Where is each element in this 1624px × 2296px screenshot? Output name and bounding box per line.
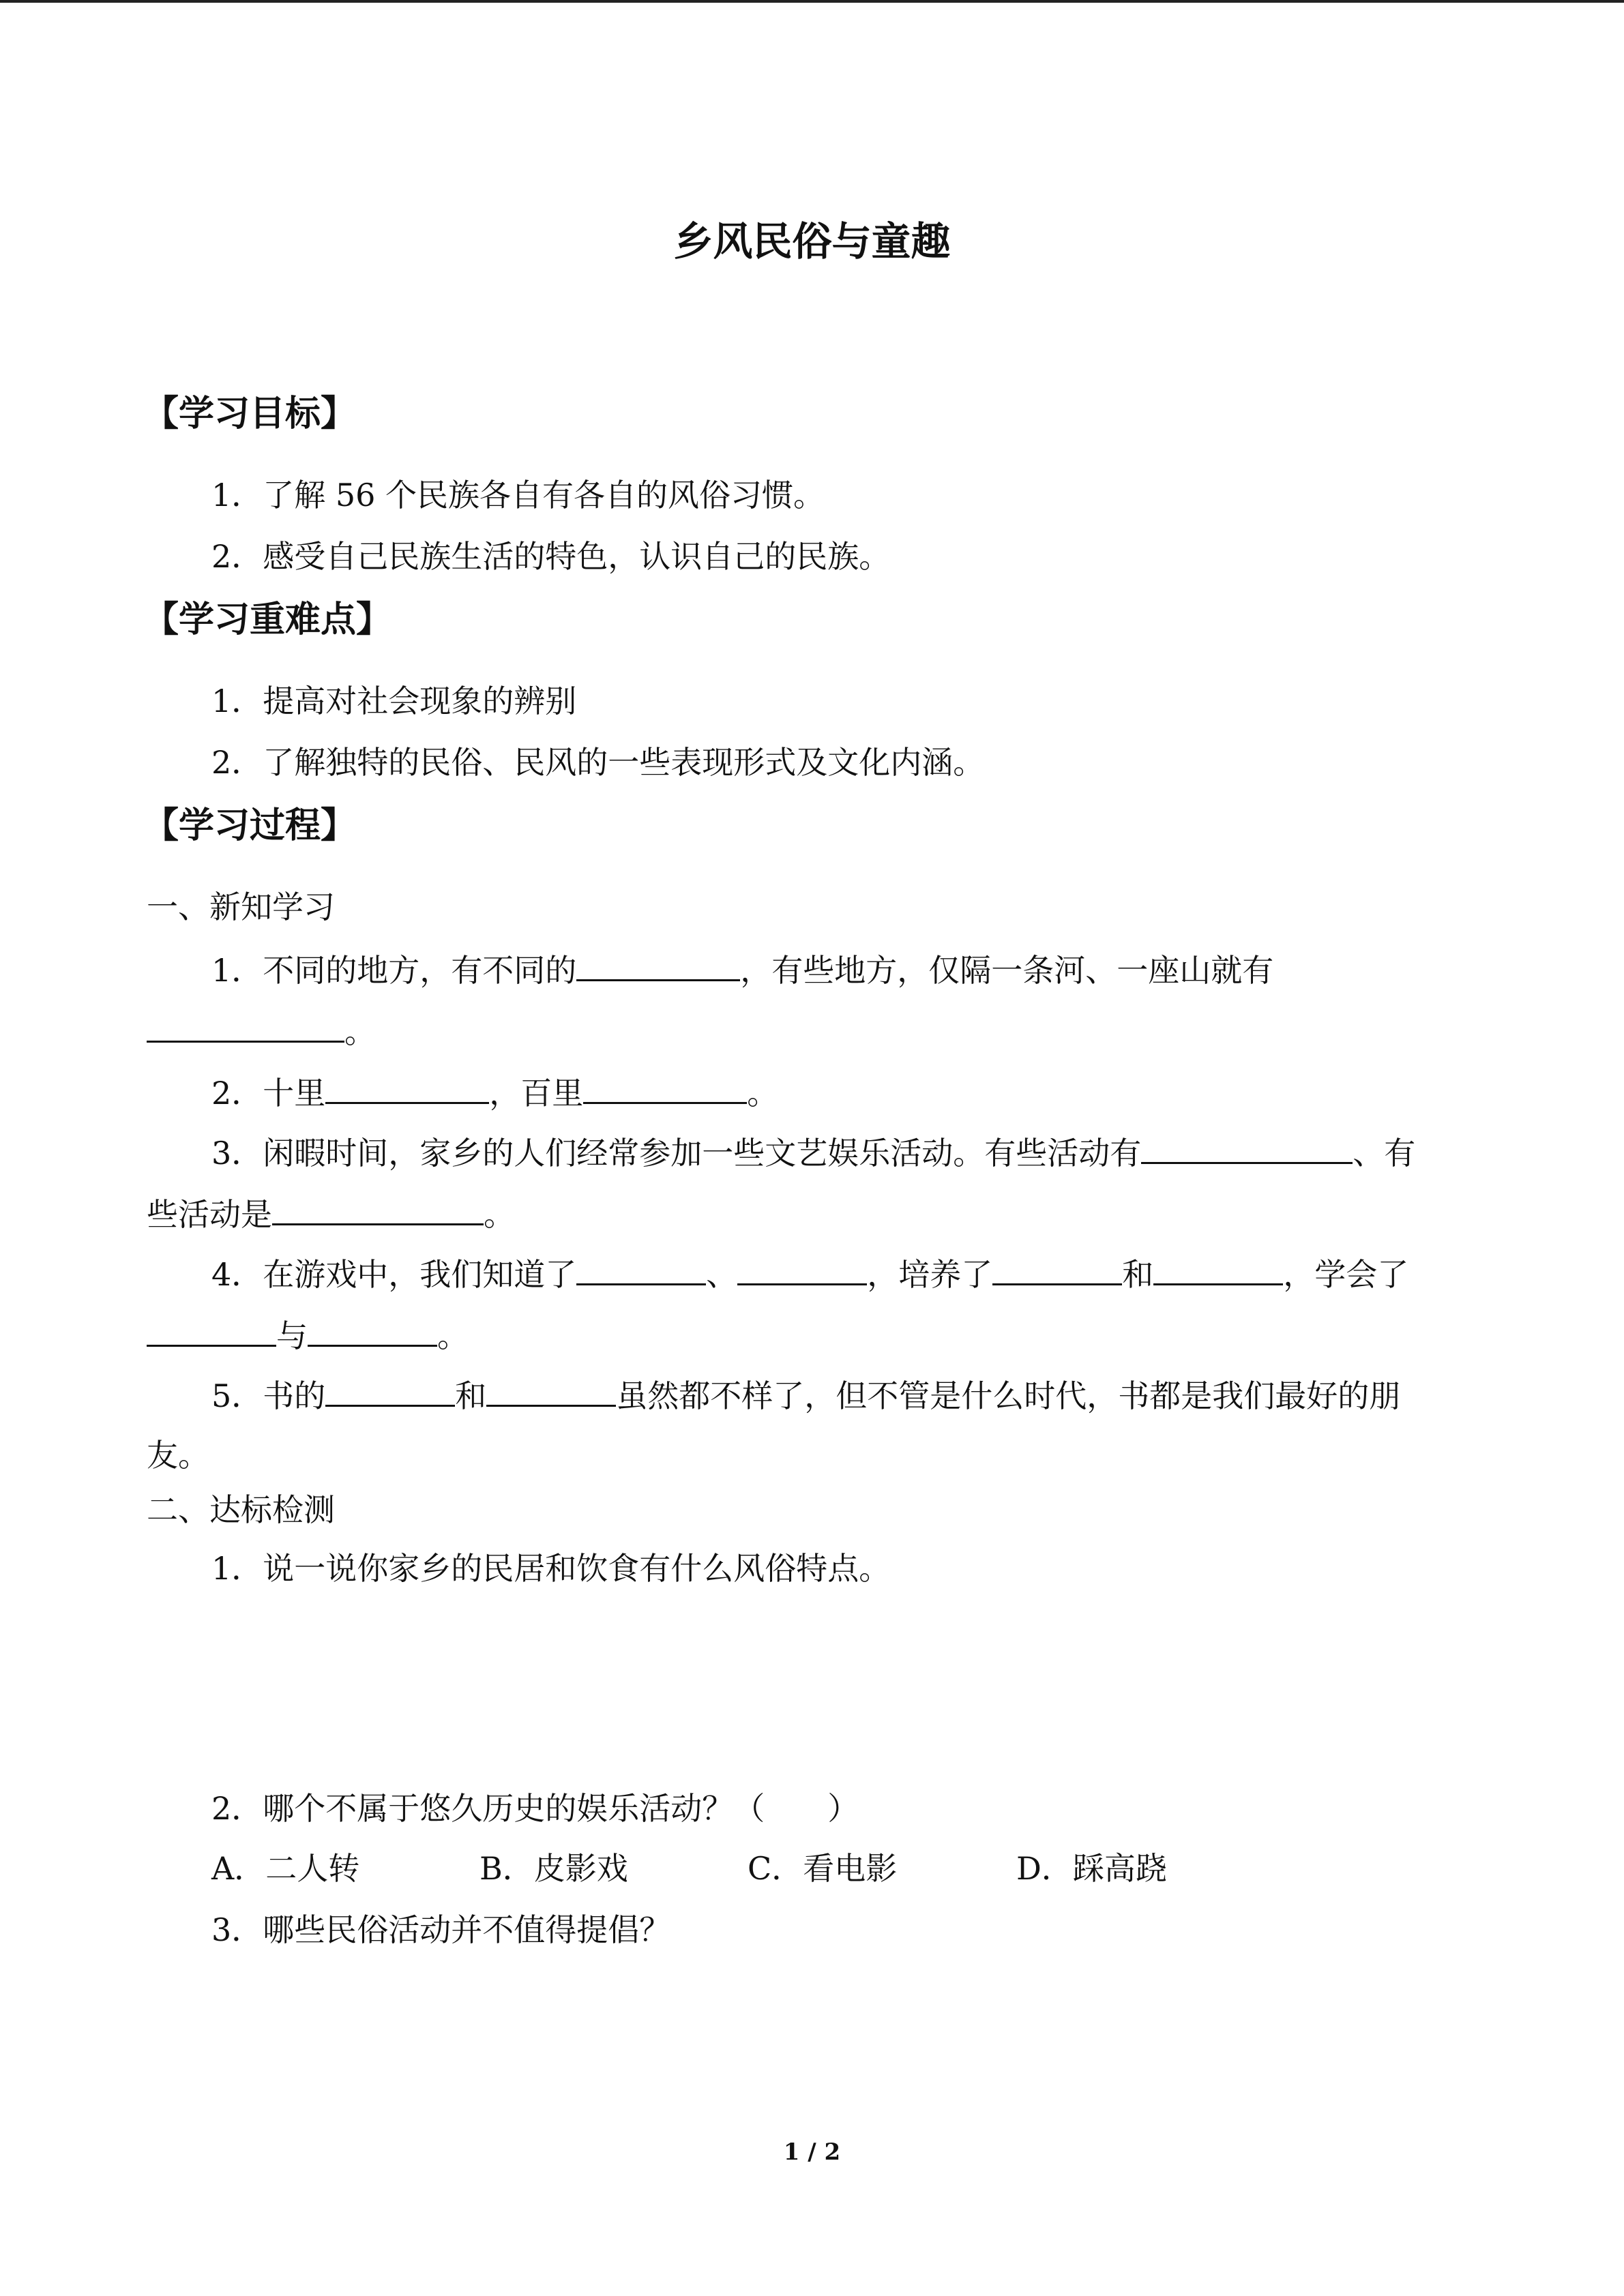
answer-blank[interactable]: [737, 1252, 867, 1285]
question-text: 4．在游戏中，我们知道了: [211, 1256, 577, 1293]
question-text: 3．闲暇时间，家乡的人们经常参加一些文艺娱乐活动。有些活动有: [211, 1135, 1142, 1172]
document-title: 乡风民俗与童趣: [673, 218, 951, 265]
objective-item: 2．感受自己民族生活的特色，认识自己的民族。: [211, 538, 891, 575]
option-b: B．皮影戏: [479, 1850, 628, 1887]
option-c: C．看电影: [748, 1850, 898, 1887]
question-text: 。: [747, 1075, 779, 1112]
top-border: [0, 0, 1624, 3]
question-text: ，百里: [489, 1075, 584, 1112]
question-1-line: [211, 948, 1273, 991]
answer-blank[interactable]: [992, 1252, 1122, 1285]
question-text: ，培养了: [867, 1256, 993, 1293]
answer-blank[interactable]: [1141, 1131, 1353, 1164]
question-text: 和: [455, 1377, 487, 1414]
question-text: 、有: [1353, 1135, 1416, 1172]
question-text: 。: [484, 1196, 515, 1233]
question-text: 。: [437, 1317, 469, 1354]
answer-blank[interactable]: [1153, 1252, 1283, 1285]
answer-blank[interactable]: [325, 1071, 489, 1104]
check-question-1: 1．说一说你家乡的民居和饮食有什么风俗特点。: [211, 1550, 891, 1587]
question-text: ，有些地方，仅隔一条河、一座山就有: [740, 952, 1274, 989]
section-heading-process: 【学习过程】: [143, 805, 357, 846]
question-text: 虽然都不样了，但不管是什么时代，书都是我们最好的朋: [616, 1377, 1401, 1414]
answer-blank[interactable]: [308, 1313, 437, 1347]
answer-blank[interactable]: [576, 948, 740, 981]
answer-blank[interactable]: [325, 1373, 455, 1407]
part2-heading: 二、达标检测: [147, 1491, 335, 1528]
question-1-line-2: [147, 1009, 376, 1052]
question-2-line: [211, 1071, 778, 1114]
answer-blank[interactable]: [147, 1313, 276, 1347]
question-3-line-2: [147, 1192, 515, 1235]
key-point-item: 1．提高对社会现象的辨别: [211, 683, 577, 719]
page-number: 1 / 2: [783, 2138, 841, 2166]
part1-heading: 一、新知学习: [147, 889, 335, 925]
answer-blank[interactable]: [583, 1071, 747, 1104]
answer-blank[interactable]: [486, 1373, 616, 1407]
section-heading-objectives: 【学习目标】: [143, 393, 357, 434]
question-5-line-2: 友。: [147, 1437, 209, 1474]
question-text: ，学会了: [1283, 1256, 1409, 1293]
answer-blank[interactable]: [272, 1192, 484, 1225]
question-text: 2．十里: [211, 1075, 326, 1112]
question-text: 1．不同的地方，有不同的: [211, 952, 577, 989]
question-text: 些活动是: [147, 1196, 272, 1233]
check-question-3: 3．哪些民俗活动并不值得提倡？: [211, 1911, 671, 1948]
question-5-line: [211, 1373, 1400, 1416]
question-text: 。: [344, 1013, 376, 1050]
option-d: D．踩高跷: [1016, 1850, 1167, 1887]
question-text: 和: [1122, 1256, 1154, 1293]
question-text: 与: [276, 1317, 308, 1354]
question-4-line-2: [147, 1313, 469, 1356]
objective-item: 1．了解 56 个民族各自有各自的风俗习惯。: [211, 477, 825, 513]
question-text: 、: [706, 1256, 738, 1293]
section-heading-key-points: 【学习重难点】: [143, 599, 392, 640]
key-point-item: 2．了解独特的民俗、民风的一些表现形式及文化内涵。: [211, 744, 985, 781]
answer-blank[interactable]: [576, 1252, 706, 1285]
question-3-line: [211, 1131, 1415, 1174]
answer-blank[interactable]: [147, 1009, 344, 1043]
question-text: 5．书的: [211, 1377, 326, 1414]
check-question-2: 2．哪个不属于悠久历史的娱乐活动？（ ）: [211, 1790, 859, 1827]
question-4-line: [211, 1252, 1408, 1295]
option-a: A．二人转: [211, 1850, 360, 1887]
